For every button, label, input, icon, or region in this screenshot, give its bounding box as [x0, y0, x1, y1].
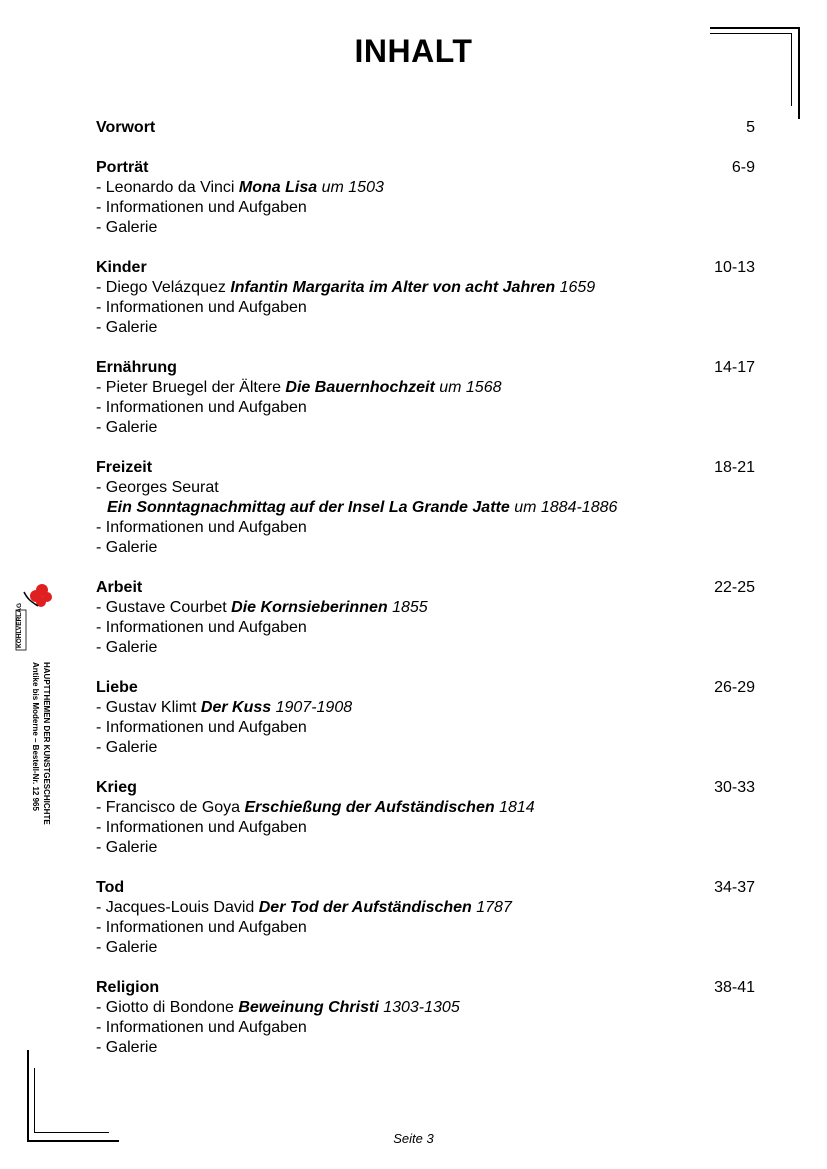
- artwork-title: Der Tod der Aufständischen: [258, 899, 472, 916]
- artwork-date: 1855: [387, 599, 428, 616]
- artwork-title: Der Kuss: [200, 699, 272, 716]
- sub-item-text: - Leonardo da Vinci: [96, 179, 239, 196]
- logo-text: KOHLVERLAG: [16, 602, 23, 648]
- artwork-title: Beweinung Christi: [238, 999, 379, 1016]
- toc-sub-item: [96, 838, 755, 858]
- toc-entry: [96, 158, 755, 238]
- toc-sub-item: [96, 218, 755, 238]
- sub-item-text: - Informationen und Aufgaben: [96, 199, 307, 216]
- toc-sub-item: [96, 798, 755, 818]
- section-page-range: 14-17: [714, 359, 755, 376]
- side-text-line-2: Antike bis Moderne – Bestell-Nr. 12 965: [31, 662, 40, 811]
- sub-item-text: - Galerie: [96, 1039, 158, 1056]
- sub-item-text: - Galerie: [96, 219, 158, 236]
- toc-entry: [96, 358, 755, 438]
- artwork-date: um 1568: [434, 379, 502, 396]
- artwork-title: Infantin Margarita im Alter von acht Jahren: [230, 279, 556, 296]
- sub-item-text: - Informationen und Aufgaben: [96, 719, 307, 736]
- artwork-date: 1303-1305: [378, 999, 460, 1016]
- toc-sub-item: [96, 298, 755, 318]
- artwork-title: Erschießung der Aufständischen: [244, 799, 495, 816]
- toc-sub-item: [96, 498, 755, 518]
- toc-sub-item: [96, 818, 755, 838]
- side-text-line-1: HAUPTTHEMEN DER KUNSTGESCHICHTE: [42, 662, 51, 825]
- toc-entry: [96, 878, 755, 958]
- sub-item-text: - Galerie: [96, 739, 158, 756]
- sub-item-text: - Galerie: [96, 839, 158, 856]
- section-page-range: 26-29: [714, 679, 755, 696]
- sub-item-text: - Galerie: [96, 319, 158, 336]
- section-title: Freizeit: [96, 459, 153, 476]
- sub-item-text: - Galerie: [96, 639, 158, 656]
- sub-item-text: - Informationen und Aufgaben: [96, 819, 307, 836]
- sub-item-text: - Informationen und Aufgaben: [96, 919, 307, 936]
- toc-sub-item: [96, 538, 755, 558]
- toc-sub-item: [96, 718, 755, 738]
- toc-entry: [96, 578, 755, 658]
- section-page-range: 18-21: [714, 459, 755, 476]
- toc-sub-item: [96, 598, 755, 618]
- artwork-date: 1814: [494, 799, 535, 816]
- section-page-range: 10-13: [714, 259, 755, 276]
- section-title: Porträt: [96, 159, 149, 176]
- toc-sub-item: [96, 398, 755, 418]
- section-title: Ernährung: [96, 359, 177, 376]
- side-publisher-text: [22, 662, 52, 862]
- sub-item-text: - Pieter Bruegel der Ältere: [96, 379, 286, 396]
- artwork-title: Die Bauernhochzeit: [285, 379, 435, 396]
- toc-sub-item: [96, 998, 755, 1018]
- artwork-date: 1907-1908: [271, 699, 353, 716]
- sub-item-text: - Informationen und Aufgaben: [96, 1019, 307, 1036]
- toc-sub-item: [96, 418, 755, 438]
- sub-item-text: - Informationen und Aufgaben: [96, 619, 307, 636]
- artwork-title: Mona Lisa: [238, 179, 318, 196]
- toc-sub-item: [96, 618, 755, 638]
- section-title: Religion: [96, 979, 160, 996]
- toc-entry-header: [96, 158, 755, 178]
- sub-item-text: - Gustave Courbet: [96, 599, 232, 616]
- toc-sub-item: [96, 938, 755, 958]
- toc-sub-item: [96, 918, 755, 938]
- toc-entry-header: [96, 358, 755, 378]
- artwork-date: um 1503: [317, 179, 384, 196]
- publisher-logo-icon: [14, 580, 56, 652]
- sub-item-text: - Galerie: [96, 419, 158, 436]
- toc-sub-item: [96, 1018, 755, 1038]
- toc-sub-item: [96, 638, 755, 658]
- sub-item-text: - Informationen und Aufgaben: [96, 299, 307, 316]
- sub-item-text: - Galerie: [96, 939, 158, 956]
- page-number: Seite 3: [393, 1131, 434, 1146]
- toc-sub-item: [96, 318, 755, 338]
- publisher-side-block: [8, 580, 54, 870]
- sub-item-text: - Diego Velázquez: [96, 279, 231, 296]
- table-of-contents: [96, 118, 755, 1058]
- toc-entry-header: [96, 258, 755, 278]
- sub-item-text: - Georges Seurat: [96, 479, 219, 496]
- toc-sub-item: [96, 698, 755, 718]
- sub-item-text: - Jacques-Louis David: [96, 899, 259, 916]
- toc-sub-item: [96, 518, 755, 538]
- section-page-range: 34-37: [714, 879, 755, 896]
- section-title: Liebe: [96, 679, 138, 696]
- toc-entry: [96, 978, 755, 1058]
- toc-entry: [96, 118, 755, 138]
- sub-item-text: - Giotto di Bondone: [96, 999, 239, 1016]
- toc-entry-header: [96, 458, 755, 478]
- sub-item-text: - Informationen und Aufgaben: [96, 519, 307, 536]
- toc-entry-header: [96, 778, 755, 798]
- toc-entry-header: [96, 878, 755, 898]
- toc-sub-item: [96, 738, 755, 758]
- toc-sub-item: [96, 1038, 755, 1058]
- toc-entry: [96, 258, 755, 338]
- section-title: Tod: [96, 879, 125, 896]
- sub-item-text: - Francisco de Goya: [96, 799, 245, 816]
- toc-sub-item: [96, 898, 755, 918]
- artwork-date: 1787: [471, 899, 512, 916]
- section-title: Arbeit: [96, 579, 143, 596]
- toc-sub-item: [96, 478, 755, 498]
- toc-entry-header: [96, 678, 755, 698]
- toc-entry-header: [96, 118, 755, 138]
- section-title: Kinder: [96, 259, 147, 276]
- artwork-date: um 1884-1886: [509, 499, 618, 516]
- section-page-range: 38-41: [714, 979, 755, 996]
- sub-item-text: - Gustav Klimt: [96, 699, 201, 716]
- page-title: INHALT: [354, 33, 473, 69]
- sub-item-text: - Informationen und Aufgaben: [96, 399, 307, 416]
- toc-entry: [96, 458, 755, 558]
- artwork-title: Ein Sonntagnachmittag auf der Insel La Grande Jatte: [107, 499, 510, 516]
- artwork-title: Die Kornsieberinnen: [231, 599, 388, 616]
- section-page-range: 5: [746, 119, 755, 136]
- toc-entry: [96, 778, 755, 858]
- toc-entry-header: [96, 978, 755, 998]
- toc-sub-item: [96, 278, 755, 298]
- toc-entry: [96, 678, 755, 758]
- section-page-range: 6-9: [731, 159, 755, 176]
- toc-entry-header: [96, 578, 755, 598]
- sub-item-text: - Galerie: [96, 539, 158, 556]
- section-page-range: 22-25: [714, 579, 755, 596]
- artwork-date: 1659: [555, 279, 596, 296]
- section-title: Krieg: [96, 779, 137, 796]
- section-title: Vorwort: [96, 119, 156, 136]
- toc-sub-item: [96, 198, 755, 218]
- toc-sub-item: [96, 178, 755, 198]
- toc-sub-item: [96, 378, 755, 398]
- section-page-range: 30-33: [714, 779, 755, 796]
